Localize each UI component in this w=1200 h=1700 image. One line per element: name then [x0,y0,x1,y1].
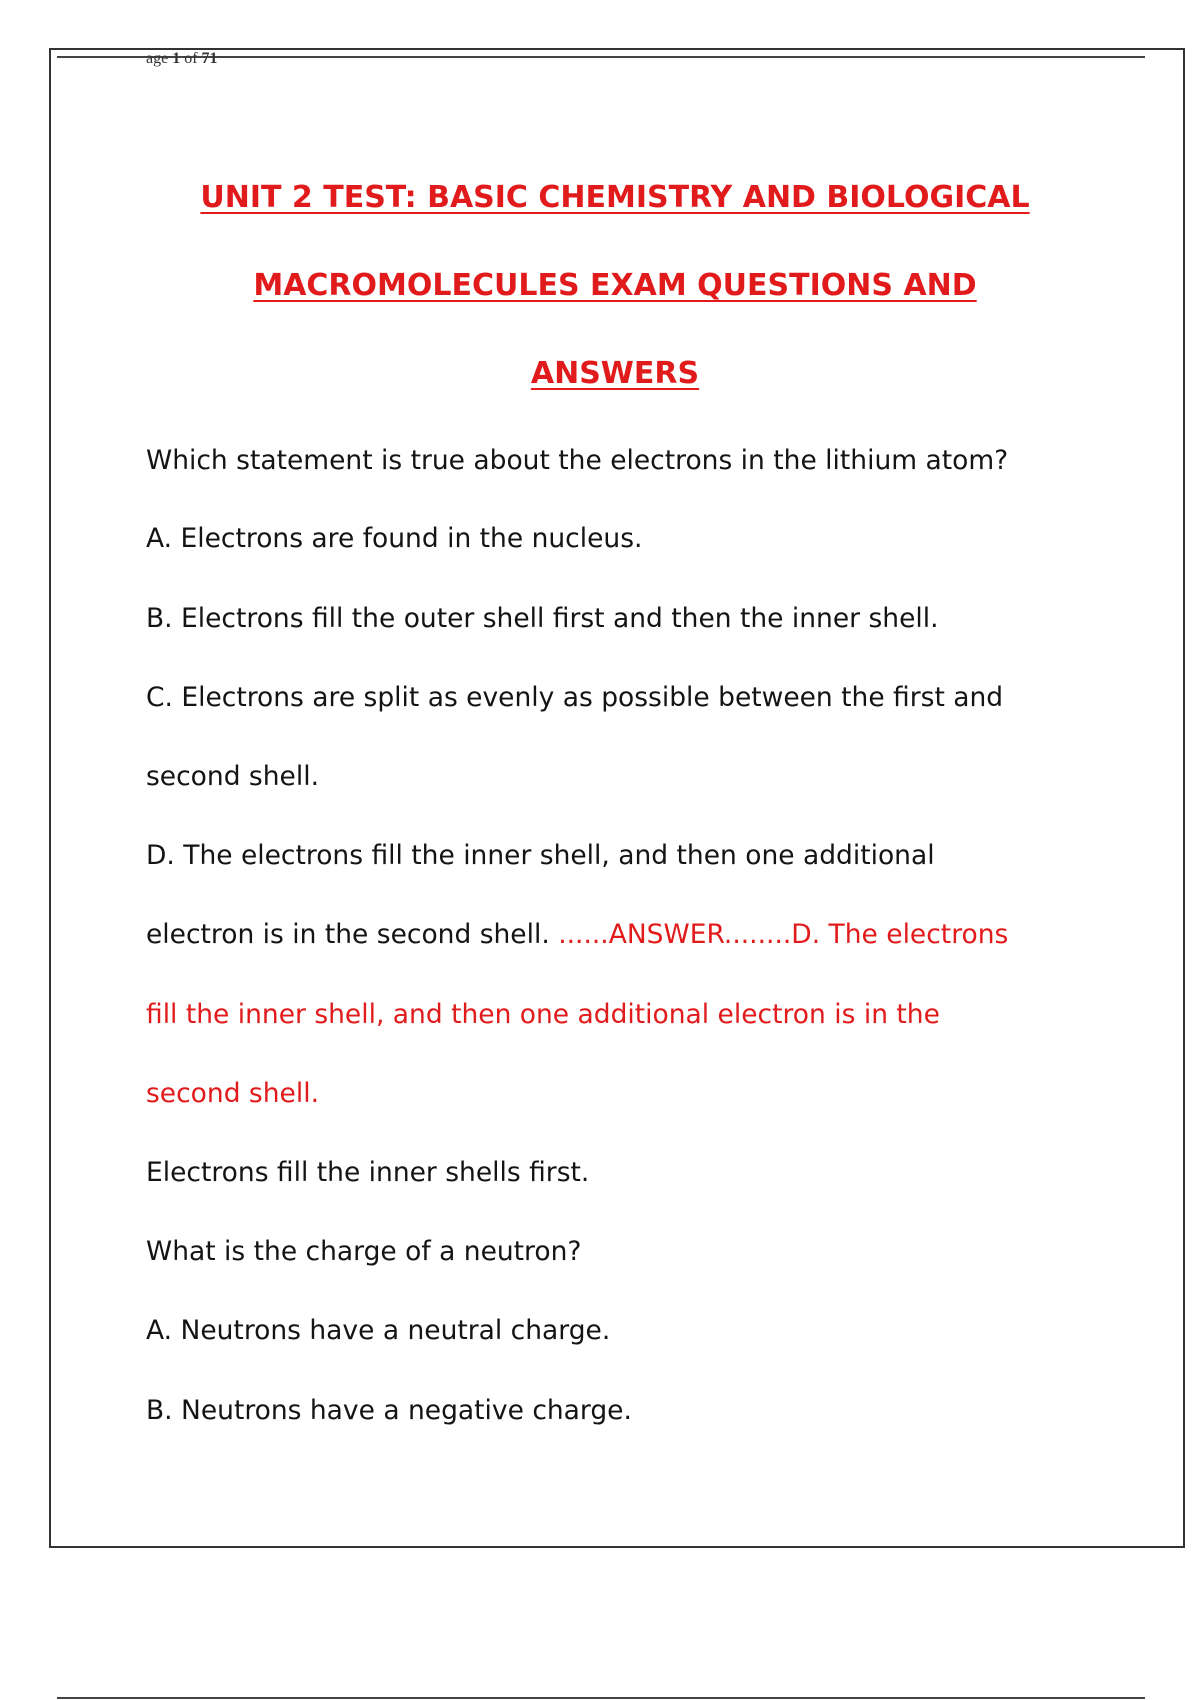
question-1-answer-line-1: ......ANSWER........D. The electrons [558,919,1009,950]
question-1-option-b: B. Electrons fill the outer shell first and then the inner shell. [146,603,939,634]
page-counter-prefix: age [146,50,173,67]
next-page-rule [57,1697,1145,1699]
question-1-option-d-line-2-text: electron is in the second shell. [146,919,559,950]
question-2-option-a: A. Neutrons have a neutral charge. [146,1315,611,1346]
question-1-answer-line-3: second shell. [146,1078,319,1109]
question-1-answer-line-2: fill the inner shell, and then one additional electron is in the [146,999,940,1030]
question-1-prompt: Which statement is true about the electrons in the lithium atom? [146,445,1009,476]
document-title-line-2: MACROMOLECULES EXAM QUESTIONS AND [253,268,977,303]
document-title-line-1: UNIT 2 TEST: BASIC CHEMISTRY AND BIOLOGICAL [200,180,1030,215]
question-2-option-b: B. Neutrons have a negative charge. [146,1395,632,1426]
question-1-option-a: A. Electrons are found in the nucleus. [146,523,643,554]
question-1-option-c-line-2: second shell. [146,761,319,792]
question-1-option-d-line-1: D. The electrons fill the inner shell, and then one additional [146,840,935,871]
document-title-line-3: ANSWERS [530,356,700,391]
page-counter-of: of [180,50,202,67]
page-number: 1 [172,50,181,67]
page-total: 71 [201,50,218,67]
page-counter [146,51,218,67]
question-1-option-c-line-1: C. Electrons are split as evenly as possible between the first and [146,682,1004,713]
question-1-option-d-line-2 [146,918,1008,952]
question-1-explanation: Electrons fill the inner shells first. [146,1157,590,1188]
header-rule [57,56,1145,58]
question-2-prompt: What is the charge of a neutron? [146,1236,582,1267]
